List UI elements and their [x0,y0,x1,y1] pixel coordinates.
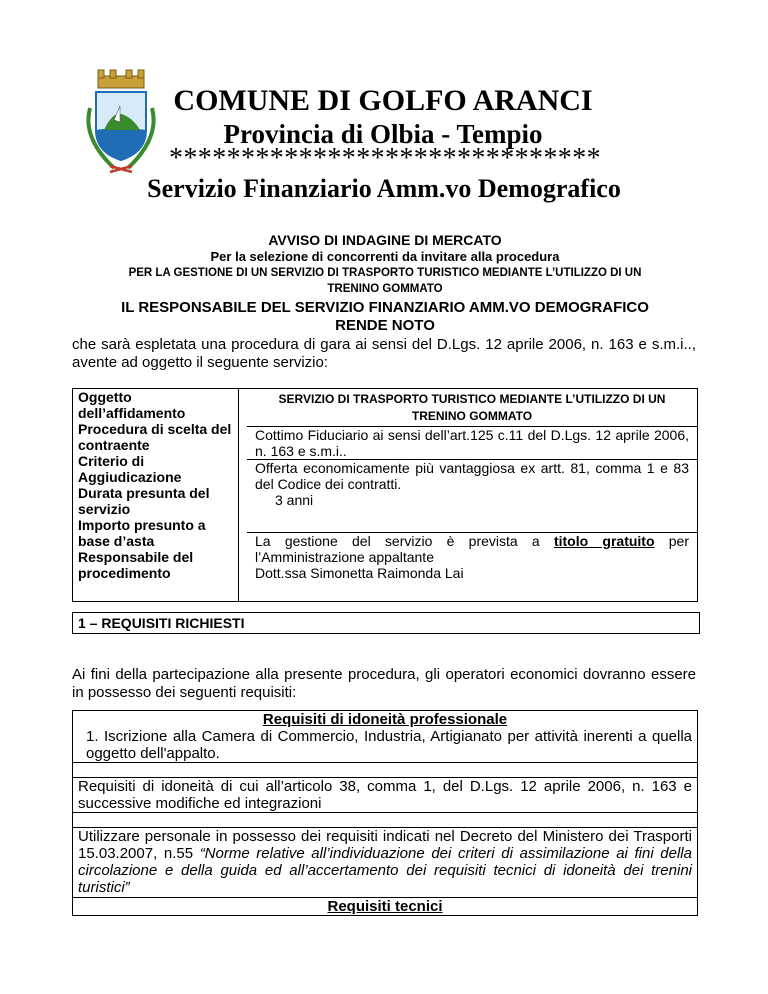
personale-cell: Utilizzare personale in possesso dei requisiti indicati nel Decreto del Ministero dei Trasporti 15.03.2007, n.55 “Norme relative all’individuazione dei criteri di assimilazione ai fini della circolazione e della guida ed all’accertamento dei requisiti tecnici di idoneità dei trenini turistici” Requisiti tecnici [73,828,698,916]
titolo-gratuito: titolo gratuito [553,533,655,549]
label-oggetto: Oggetto dell’affidamento [78,389,186,421]
section-1-title: 1 – REQUISITI RICHIESTI [72,612,700,634]
gestione-line-1: PER LA GESTIONE DI UN SERVIZIO DI TRASPORTO TURISTICO MEDIANTE L’UTILIZZO DI UN [128,267,642,279]
servizio-title: Servizio Finanziario Amm.vo Demografico [147,174,621,203]
label-criterio: Criterio di Aggiudicazione [78,453,182,485]
value-durata: 3 anni [247,492,697,533]
idoneita-title: Requisiti di idoneità professionale [262,711,508,728]
requisiti-intro: Ai fini della partecipazione alla presente procedura, gli operatori economici dovranno essere in possesso dei seguenti requisiti: [72,666,696,701]
tecnici-title: Requisiti tecnici [73,897,697,915]
gestione-line-2: TRENINO GOMMATO [327,283,443,295]
avviso-heading: AVVISO DI INDAGINE DI MERCATO [268,232,502,248]
value-oggetto: SERVIZIO DI TRASPORTO TURISTICO MEDIANTE L’UTILIZZO DI UN TRENINO GOMMATO [247,389,697,427]
art38-cell: Requisiti di idoneità di cui all’articolo 38, comma 1, del D.Lgs. 12 aprile 2006, n. 163 e successive modifiche ed integrazioni [73,778,698,813]
info-labels-column [73,389,239,602]
rende-noto-heading: RENDE NOTO [335,317,435,334]
star-divider: ****************************** [169,143,601,174]
value-importo: La gestione del servizio è prevista a titolo gratuito per l’Amministrazione appaltante [255,533,689,565]
comune-title: COMUNE DI GOLFO ARANCI [173,84,593,117]
info-values-column [239,389,698,602]
selezione-subheading: Per la selezione di concorrenti da invitare alla procedura [210,249,560,264]
spacer-row [73,763,698,778]
label-procedura: Procedura di scelta del contraente [78,421,232,453]
provincia-title: Provincia di Olbia - Tempio [223,119,543,149]
label-durata: Durata presunta del servizio [78,485,210,517]
responsabile-heading: IL RESPONSABILE DEL SERVIZIO FINANZIARIO AMM.VO DEMOGRAFICO [121,299,649,316]
requisiti-table [72,710,698,916]
decreto-title: “Norme relative all’individuazione dei criteri di assimilazione ai fini della circolazione e della guida ed all’accertamento dei requisiti tecnici di idoneità dei trenini turistici” [78,845,692,896]
label-responsabile: Responsabile del procedimento [78,549,194,581]
label-importo: Importo presunto a base d’asta [78,517,206,549]
spacer-row [73,813,698,828]
value-procedura: Cottimo Fiduciario ai sensi dell’art.125 c.11 del D.Lgs. 12 aprile 2006, n. 163 e s.m.i.. [247,427,697,460]
intro-paragraph: che sarà espletata una procedura di gara ai sensi del D.Lgs. 12 aprile 2006, n. 163 e s.m.i.., avente ad oggetto il seguente servizio: [72,336,696,371]
municipal-crest-icon [80,68,162,178]
idoneita-cell [73,711,698,763]
value-responsabile: Dott.ssa Simonetta Raimonda Lai [255,565,464,581]
idoneita-item: 1. Iscrizione alla Camera di Commercio, Industria, Artigianato per attività inerenti a quella oggetto dell'appalto. [86,728,692,762]
info-table [72,388,698,602]
value-criterio: Offerta economicamente più vantaggiosa ex artt. 81, comma 1 e 83 del Codice dei contratti. [255,460,689,492]
